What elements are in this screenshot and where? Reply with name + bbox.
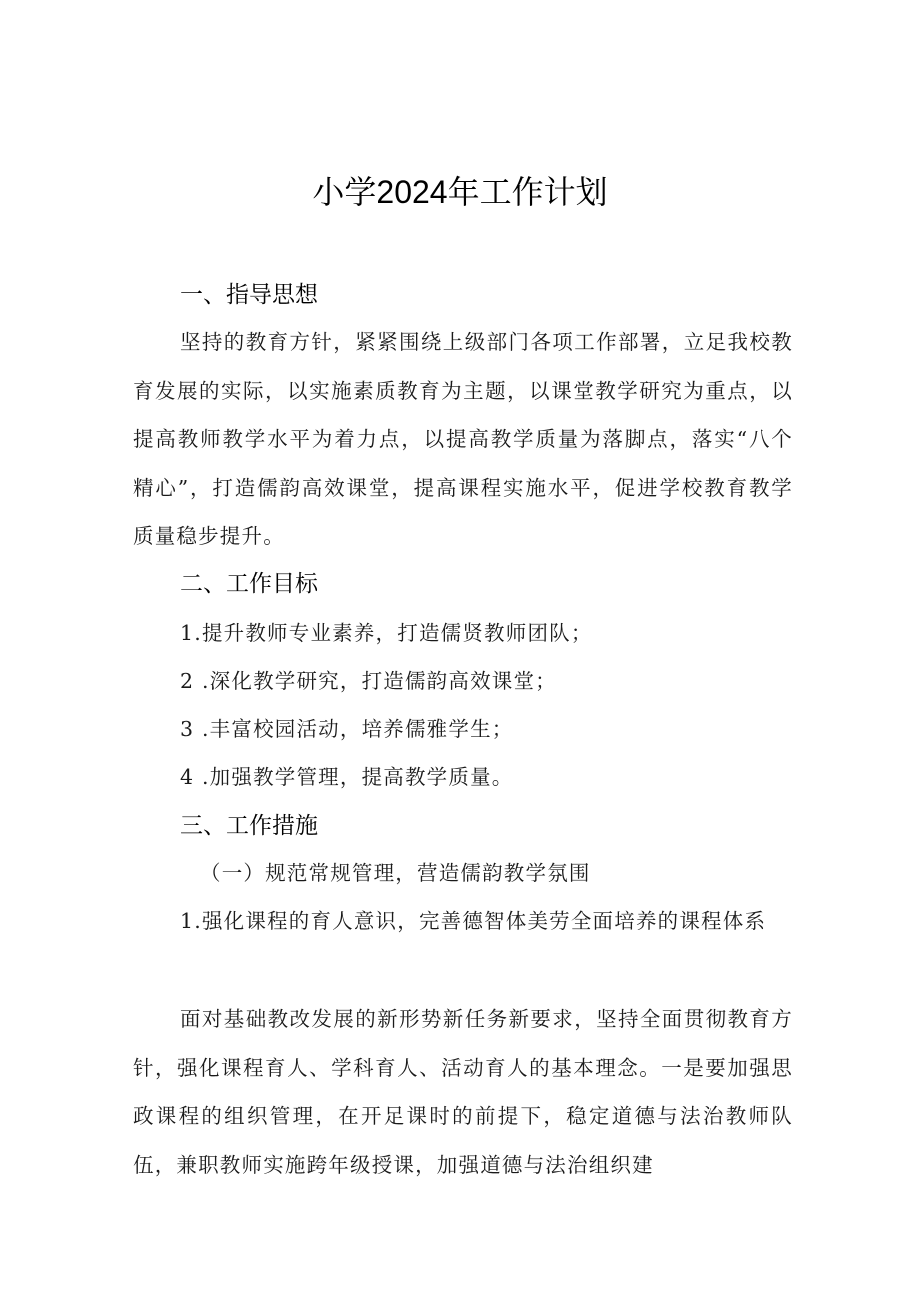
section-heading-guiding-thought: 一、指导思想 <box>180 282 318 308</box>
measure-point: 1.强化课程的育人意识，完善德智体美劳全面培养的课程体系 <box>180 909 767 933</box>
goal-item: 2 .深化教学研究，打造儒韵高效课堂； <box>180 669 557 693</box>
measure-subheading: （一）规范常规管理，营造儒韵教学氛围 <box>200 861 591 885</box>
guiding-thought-paragraph: 坚持的教育方针，紧紧围绕上级部门各项工作部署，立足我校教育发展的实际，以实施素质教育为主题，以课堂教学研究为重点，以提高教师教学水平为着力点，以提高教学质量为落脚点，落实“八个精心”，打造儒韵高效课堂，提高课程实施水平，促进学校教育教学质量稳步提升。 <box>133 330 793 548</box>
goal-item: 3 .丰富校园活动，培养儒雅学生； <box>180 717 514 741</box>
section-heading-work-measures: 三、工作措施 <box>180 813 318 839</box>
goal-item: 4 .加强教学管理，提高教学质量。 <box>180 765 514 789</box>
document-title: 小学2024年工作计划 <box>312 174 608 210</box>
measure-paragraph: 面对基础教改发展的新形势新任务新要求，坚持全面贯彻教育方针，强化课程育人、学科育人、活动育人的基本理念。一是要加强思政课程的组织管理，在开足课时的前提下，稳定道德与法治教师队伍，兼职教师实施跨年级授课，加强道德与法治组织建 <box>133 1007 793 1177</box>
section-heading-work-goals: 二、工作目标 <box>180 571 318 597</box>
goal-item: 1.提升教师专业素养，打造儒贤教师团队； <box>180 621 593 645</box>
